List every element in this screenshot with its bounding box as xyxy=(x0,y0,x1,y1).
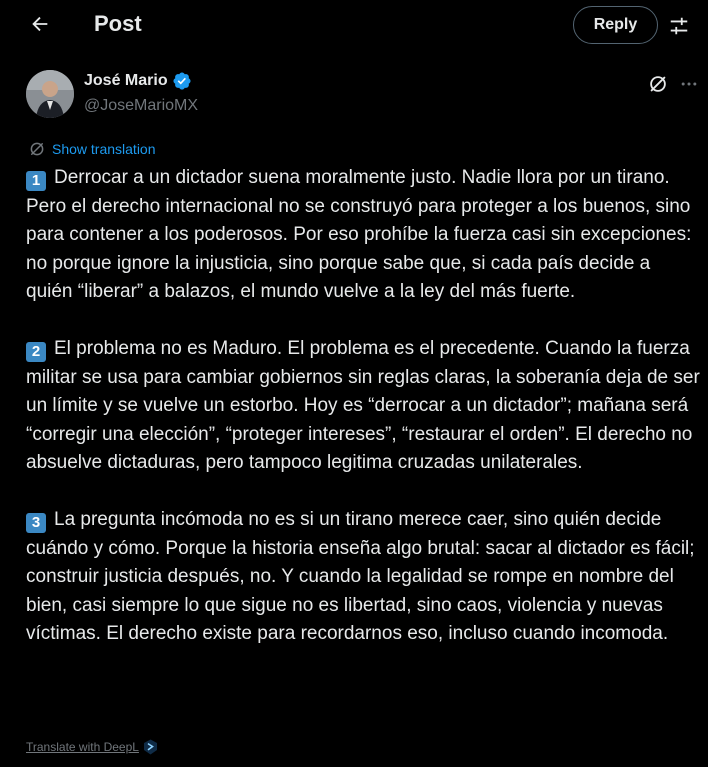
grok-icon xyxy=(647,73,669,95)
post-paragraph-3 xyxy=(26,506,702,649)
post-text xyxy=(26,164,702,649)
avatar[interactable] xyxy=(26,70,74,118)
page-title: Post xyxy=(94,11,142,36)
settings-button[interactable] xyxy=(664,11,694,41)
translate-deepl-label[interactable]: Translate with DeepL xyxy=(26,740,139,754)
post-header xyxy=(0,0,708,50)
grok-button[interactable] xyxy=(645,71,671,97)
more-dots-icon xyxy=(679,74,699,94)
arrow-left-icon xyxy=(29,13,51,35)
keycap-3-icon: 3 xyxy=(26,513,46,533)
post-paragraph-1 xyxy=(26,164,702,307)
keycap-1-icon: 1 xyxy=(26,171,46,191)
avatar-photo-icon xyxy=(26,70,74,118)
verified-badge-icon xyxy=(172,71,192,91)
reply-button[interactable]: Reply xyxy=(573,6,658,44)
show-translation-label[interactable]: Show translation xyxy=(52,141,156,157)
translate-deepl-link[interactable] xyxy=(26,739,158,755)
show-translation-link[interactable] xyxy=(28,139,156,159)
translate-icon xyxy=(28,140,46,158)
post-paragraph-text: La pregunta incómoda no es si un tirano merece caer, sino quién decide cuándo y cómo. Porque la historia enseña algo brutal: sacar al dictador es fácil; construir justicia después, no. Y cuando la legalidad se rompe en nombre del bien, casi siempre lo que sigue no es libertad, sino caos, violencia y nuevas víctimas. El derecho existe para recordarnos eso, incluso cuando incomoda. xyxy=(26,509,695,644)
author-name-row[interactable] xyxy=(84,70,192,92)
author-handle[interactable]: @JoseMarioMX xyxy=(84,97,199,114)
author-name[interactable]: José Mario xyxy=(84,72,168,89)
post-paragraph-text: Derrocar a un dictador suena moralmente justo. Nadie llora por un tirano. Pero el derecho internacional no se construyó para proteger a los buenos, sino para contener a los poderosos. Por eso prohíbe la fuerza casi sin excepciones: no porque ignore la injusticia, sino porque sabe que, si cada país decide a quién “liberar” a balazos, el mundo vuelve a la ley del más fuerte. xyxy=(26,167,692,302)
keycap-2-icon: 2 xyxy=(26,342,46,362)
deepl-logo-icon xyxy=(143,739,158,755)
back-button[interactable] xyxy=(22,6,58,42)
more-button[interactable] xyxy=(676,71,702,97)
post-paragraph-2 xyxy=(26,335,702,478)
sliders-icon xyxy=(668,15,690,37)
post-paragraph-text: El problema no es Maduro. El problema es el precedente. Cuando la fuerza militar se usa para cambiar gobiernos sin reglas claras, la soberanía deja de ser un límite y se vuelve un estorbo. Hoy es “derrocar a un dictador”; mañana será “corregir una elección”, “proteger intereses”, “restaurar el orden”. El derecho no absuelve dictaduras, pero tampoco legitima cruzadas unilaterales. xyxy=(26,338,700,473)
